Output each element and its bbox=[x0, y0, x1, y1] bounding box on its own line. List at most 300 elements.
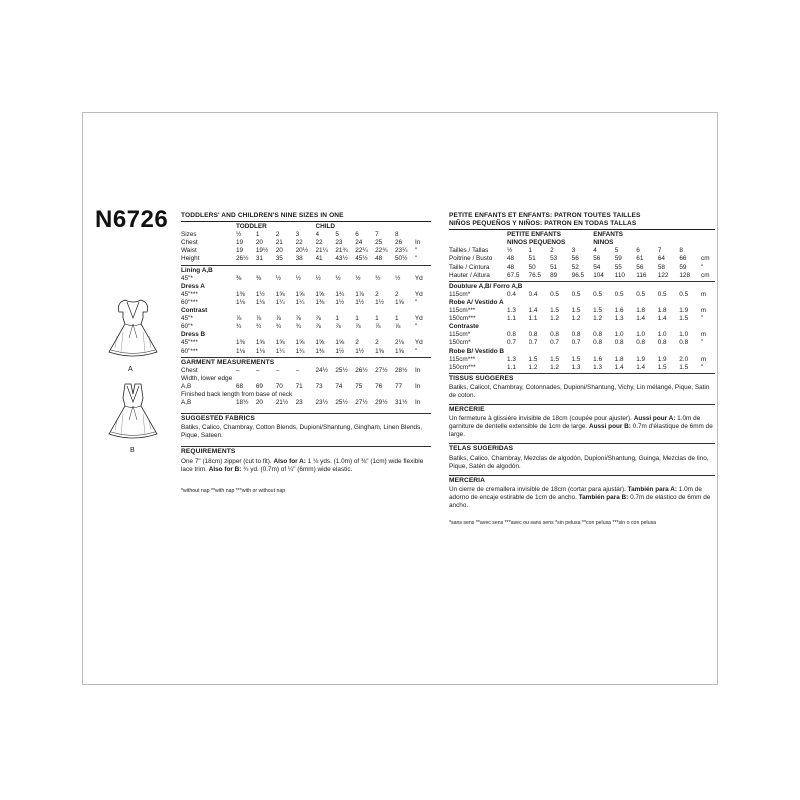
table-cell: 1½ bbox=[335, 347, 345, 355]
table-row bbox=[181, 239, 431, 247]
table-cell: 0.7 bbox=[550, 339, 559, 347]
table-row bbox=[181, 255, 431, 263]
table-cell: 48 bbox=[375, 255, 383, 263]
table-cell: 1.8 bbox=[614, 355, 624, 363]
fr-es-footnote: *sans sens **avec sens ***avec ou sans sens *sin pelusa **con pelusa ***sin o con pelusa bbox=[449, 520, 657, 527]
table-cell: " bbox=[415, 255, 418, 263]
table-cell: 1.9 bbox=[679, 307, 689, 315]
table-cell: 1.5 bbox=[593, 307, 603, 315]
table-cell: 24½ bbox=[315, 366, 328, 374]
row-label: Hauter / Altura bbox=[449, 271, 490, 279]
table-row bbox=[449, 247, 715, 255]
table-cell: 0.8 bbox=[636, 339, 646, 347]
table-cell: 56 bbox=[571, 255, 579, 263]
table-row bbox=[181, 291, 431, 299]
table-cell: 24 bbox=[355, 239, 363, 247]
row-label: 45"* bbox=[181, 274, 193, 282]
row-label: Taille / Cintura bbox=[449, 263, 490, 271]
row-label: 150cm*** bbox=[449, 363, 476, 371]
table-cell: 70 bbox=[275, 382, 283, 390]
fabric-section-heading: Lining A,B bbox=[181, 266, 213, 274]
row-label: Height bbox=[181, 255, 200, 263]
table-cell: Yd bbox=[414, 315, 423, 323]
fabric-section-heading: Dress B bbox=[181, 331, 206, 339]
table-cell: 7 bbox=[375, 231, 379, 239]
row-label: Poitrine / Busto bbox=[449, 255, 493, 263]
requirements-text: One 7" (18cm) zipper (cut to fit). Also for A: 1 ⅛ yds. (1.0m) of ⅜" (1cm) wide flexible lace trim. Also for B: ¾ yd. (0.7m) of ¼" (6mm) wide elastic. bbox=[181, 457, 424, 473]
divider bbox=[181, 413, 431, 414]
mercerie-text: Un fermeture à glissière invisible de 18cm (coupée pour ajuster). Aussi pour A: 1.0m de garniture de dentelle extensible de 1cm de large. Aussi pour B: 0.7m d'élastique de 6mm de large. bbox=[449, 415, 713, 439]
table-cell: 1.5 bbox=[679, 315, 689, 323]
table-row bbox=[449, 339, 715, 347]
table-cell: 0.4 bbox=[507, 290, 516, 298]
table-cell: 1.3 bbox=[571, 363, 581, 371]
table-cell: 26½ bbox=[236, 255, 249, 263]
table-row bbox=[181, 299, 431, 307]
requirements-heading: REQUIREMENTS bbox=[181, 448, 236, 456]
garment-measurements-table bbox=[181, 367, 431, 407]
english-title: TODDLERS' AND CHILDREN'S NINE SIZES IN ONE bbox=[181, 212, 344, 219]
table-row bbox=[181, 339, 431, 347]
table-row bbox=[181, 383, 431, 391]
table-cell: 0.8 bbox=[679, 339, 689, 347]
table-cell: 1 bbox=[335, 315, 339, 323]
table-cell: 0.5 bbox=[636, 290, 646, 298]
row-label: Sizes bbox=[181, 231, 197, 239]
table-cell: 75 bbox=[355, 382, 363, 390]
table-cell: 76.5 bbox=[528, 271, 541, 279]
table-cell: 20 bbox=[255, 399, 263, 407]
table-cell: 0.5 bbox=[614, 290, 624, 298]
table-cell: 1.6 bbox=[593, 355, 603, 363]
table-cell: 1.4 bbox=[657, 315, 667, 323]
section-heading-row bbox=[181, 331, 431, 339]
table-cell: ⅞ bbox=[315, 315, 321, 323]
suggested-fabrics-heading: SUGGESTED FABRICS bbox=[181, 415, 255, 423]
table-cell: 45½ bbox=[355, 255, 368, 263]
table-cell: 1½ bbox=[355, 298, 365, 306]
table-cell: 2 bbox=[395, 290, 399, 298]
table-cell: 0.5 bbox=[593, 290, 603, 298]
table-cell: 1⅝ bbox=[255, 339, 265, 347]
table-cell: 1⅜ bbox=[315, 347, 325, 355]
table-cell: 1½ bbox=[255, 290, 265, 298]
group-petite-enfants: PETITE ENFANTS bbox=[507, 231, 561, 239]
english-footnote: *without nap **with nap ***with or without nap bbox=[181, 487, 286, 494]
table-row bbox=[449, 307, 715, 315]
table-cell: 19 bbox=[236, 247, 244, 255]
table-cell: 0.8 bbox=[593, 331, 603, 339]
table-cell: ⅞ bbox=[295, 315, 301, 323]
table-cell: 1 bbox=[528, 247, 533, 255]
table-cell: 0.8 bbox=[550, 331, 559, 339]
table-cell: 1⅛ bbox=[236, 347, 245, 355]
table-cell: 2 bbox=[375, 290, 379, 298]
table-cell: 23½ bbox=[315, 399, 328, 407]
table-cell: 6 bbox=[355, 231, 359, 239]
table-cell: 29½ bbox=[375, 399, 388, 407]
table-cell: ⅞ bbox=[355, 323, 361, 331]
table-cell: 1.3 bbox=[507, 355, 516, 363]
group-child: CHILD bbox=[315, 223, 336, 231]
table-cell: 8 bbox=[395, 231, 399, 239]
row-label: Waist bbox=[181, 247, 197, 255]
table-cell: – bbox=[295, 366, 300, 374]
fabric-section-heading: Doublure A,B/ Forro A,B bbox=[449, 282, 523, 290]
table-cell: m bbox=[700, 331, 707, 339]
divider bbox=[181, 357, 431, 358]
table-row bbox=[181, 275, 431, 283]
row-label: Tailles / Tallas bbox=[449, 247, 489, 255]
table-cell: 4 bbox=[315, 231, 320, 239]
row-label: 60"*** bbox=[181, 298, 198, 306]
table-cell: ⅞ bbox=[255, 315, 262, 323]
table-cell: 74 bbox=[335, 382, 343, 390]
group-ninos: NIÑOS bbox=[593, 239, 614, 247]
table-cell: 1.1 bbox=[507, 315, 516, 323]
table-cell: cm bbox=[701, 255, 710, 263]
table-cell bbox=[701, 247, 715, 255]
table-cell: 1⅜ bbox=[236, 339, 245, 347]
table-cell: In bbox=[415, 239, 421, 247]
table-cell: 1 bbox=[375, 315, 379, 323]
table-cell: 21½ bbox=[275, 399, 289, 407]
section-heading-row bbox=[181, 283, 431, 291]
table-cell: 1⅝ bbox=[275, 339, 285, 347]
table-cell: 0.4 bbox=[528, 290, 538, 298]
table-cell: " bbox=[414, 323, 418, 331]
english-fabric-table bbox=[181, 267, 431, 356]
table-cell: 0.8 bbox=[507, 331, 516, 339]
table-cell: ⅞ bbox=[275, 315, 282, 323]
table-row bbox=[181, 315, 431, 323]
table-cell: 0.7 bbox=[507, 339, 516, 347]
table-cell: ⅞ bbox=[395, 323, 401, 331]
table-cell: 0.8 bbox=[593, 339, 603, 347]
table-row bbox=[181, 367, 431, 375]
table-cell: ½ bbox=[275, 274, 282, 282]
table-row bbox=[449, 331, 715, 339]
table-cell: 4 bbox=[593, 247, 597, 255]
table-cell: 26½ bbox=[355, 366, 368, 374]
table-cell: 23 bbox=[335, 239, 343, 247]
mercerie-heading: MERCERIE bbox=[449, 406, 485, 414]
divider bbox=[449, 443, 715, 444]
table-cell: 31 bbox=[255, 255, 263, 263]
table-cell: 1⅞ bbox=[355, 290, 365, 298]
row-label: 60"*** bbox=[181, 347, 198, 355]
group-ninos-pequenos: NIÑOS PEQUEÑOS bbox=[507, 239, 566, 247]
fr-es-fabric-table bbox=[449, 283, 715, 372]
table-cell: 1.0 bbox=[657, 331, 667, 339]
table-cell: 54 bbox=[593, 263, 601, 271]
table-cell: 1.5 bbox=[550, 307, 559, 315]
table-cell: 2⅛ bbox=[395, 339, 404, 347]
table-cell: 122 bbox=[657, 271, 669, 279]
row-label: Chest bbox=[181, 239, 198, 247]
table-row bbox=[181, 375, 431, 383]
table-cell: – bbox=[236, 366, 240, 374]
table-cell: 31½ bbox=[395, 399, 408, 407]
table-cell: 22 bbox=[295, 239, 303, 247]
table-cell: 116 bbox=[636, 271, 647, 279]
telas-text: Batiks, Calico, Chambray, Mezclas de algodón, Dupioni/Shantung, Guinga, Mezclas de lino, Pique, Satén de algodón. bbox=[449, 454, 709, 470]
table-cell: 1.9 bbox=[657, 355, 667, 363]
table-cell: 1.0 bbox=[679, 331, 689, 339]
table-cell: 1.9 bbox=[636, 355, 646, 363]
table-cell: 27½ bbox=[375, 366, 388, 374]
table-cell: " bbox=[414, 298, 418, 306]
table-cell: 2 bbox=[355, 339, 359, 347]
table-cell: 1⅝ bbox=[295, 339, 305, 347]
table-cell: 2 bbox=[275, 231, 280, 239]
table-cell: 1.3 bbox=[507, 307, 516, 315]
table-cell: 21 bbox=[275, 239, 283, 247]
table-cell: 25 bbox=[375, 239, 383, 247]
table-cell: 1½ bbox=[355, 347, 365, 355]
table-row bbox=[449, 264, 715, 272]
table-cell: 50 bbox=[528, 263, 536, 271]
table-row bbox=[449, 356, 715, 364]
dress-a-sketch-icon bbox=[103, 296, 163, 364]
table-cell: 18½ bbox=[236, 399, 249, 407]
table-cell: 20 bbox=[255, 239, 263, 247]
table-cell: 1⅜ bbox=[315, 298, 325, 306]
table-cell: " bbox=[414, 347, 418, 355]
table-row bbox=[181, 247, 431, 255]
table-cell: ½ bbox=[295, 274, 301, 282]
fabric-section-heading: Dress A bbox=[181, 282, 205, 290]
table-cell: 110 bbox=[614, 271, 625, 279]
table-cell: 1.1 bbox=[507, 363, 516, 371]
table-cell: 1.5 bbox=[571, 307, 581, 315]
table-cell: m bbox=[700, 307, 707, 315]
row-label: 115cm*** bbox=[449, 307, 476, 315]
table-cell: 1.8 bbox=[636, 307, 646, 315]
table-cell: Yd bbox=[414, 290, 423, 298]
table-cell: 1⅝ bbox=[315, 290, 325, 298]
table-row bbox=[449, 291, 715, 299]
spanish-title: NIÑOS PEQUEÑOS Y NIÑOS: PATRON EN TODAS TALLAS bbox=[449, 220, 637, 228]
row-label: 45"*** bbox=[181, 290, 198, 298]
table-cell: 1.5 bbox=[679, 363, 689, 371]
table-cell: 56 bbox=[593, 255, 601, 263]
table-cell: 1.2 bbox=[571, 315, 581, 323]
table-cell: 28½ bbox=[395, 366, 408, 374]
table-cell: ⅞ bbox=[236, 315, 242, 323]
view-a-label: A bbox=[128, 366, 133, 373]
table-cell: 0.5 bbox=[571, 290, 581, 298]
view-b-label: B bbox=[130, 447, 135, 454]
table-cell: 0.8 bbox=[528, 331, 538, 339]
table-cell: " bbox=[700, 363, 704, 371]
table-cell: In bbox=[415, 366, 421, 374]
table-cell: ½ bbox=[355, 274, 361, 282]
table-cell: 52 bbox=[571, 263, 579, 271]
tissus-heading: TISSUS SUGGERES bbox=[449, 374, 514, 382]
table-cell: 1⅝ bbox=[315, 339, 325, 347]
row-label: 60"* bbox=[181, 323, 193, 331]
table-cell: 1.2 bbox=[550, 315, 559, 323]
table-cell: 41 bbox=[315, 255, 323, 263]
table-cell: 7 bbox=[657, 247, 662, 255]
fr-es-body-table bbox=[449, 231, 715, 280]
table-cell: 1¼ bbox=[275, 298, 285, 306]
table-cell: 2 bbox=[375, 339, 379, 347]
table-cell: 21¾ bbox=[335, 247, 348, 255]
table-cell: ½ bbox=[315, 274, 321, 282]
english-body-table bbox=[181, 223, 431, 263]
table-cell: 1 bbox=[395, 315, 399, 323]
table-cell: 48 bbox=[507, 255, 515, 263]
divider bbox=[449, 475, 715, 476]
table-row bbox=[181, 391, 431, 399]
table-cell: " bbox=[701, 263, 704, 271]
table-cell: 73 bbox=[315, 382, 323, 390]
table-cell: 38 bbox=[295, 255, 303, 263]
merceria-heading: MERCERIA bbox=[449, 476, 485, 484]
table-cell: 1.2 bbox=[550, 363, 559, 371]
french-spanish-column bbox=[449, 212, 715, 527]
table-cell: – bbox=[275, 366, 280, 374]
table-cell: 0.5 bbox=[657, 290, 667, 298]
dress-b-sketch-icon bbox=[105, 380, 161, 446]
table-cell: 1¼ bbox=[275, 347, 285, 355]
table-cell: 19½ bbox=[255, 247, 269, 255]
section-heading-row bbox=[449, 323, 715, 331]
tissus-text: Batiks, Calicot, Chambray, Cotonnades, Dupioni/Shantung, Vichy, Lin mélangé, Pique, Satin de coton. bbox=[449, 383, 710, 399]
table-cell: 104 bbox=[593, 271, 604, 279]
table-cell: 22 bbox=[315, 239, 323, 247]
table-row bbox=[449, 315, 715, 323]
table-cell: 19 bbox=[236, 239, 244, 247]
divider bbox=[181, 446, 431, 447]
table-cell: 1.0 bbox=[636, 331, 646, 339]
merceria-text: Un cierre de cremallera invisible de 18cm (cortar para ajustar). También para A: 1.0m de adorno de encaje estirable de 1cm de ancho. También para B: 0.7m de elástico de 6mm de ancho. bbox=[449, 485, 711, 509]
divider bbox=[181, 221, 431, 222]
table-cell: Yd bbox=[414, 339, 423, 347]
telas-heading: TELAS SUGERIDAS bbox=[449, 445, 514, 453]
table-cell: 1.5 bbox=[571, 355, 581, 363]
table-row bbox=[181, 348, 431, 356]
row-label: A,B bbox=[181, 382, 192, 390]
english-column bbox=[181, 212, 431, 495]
table-cell: 69 bbox=[255, 382, 263, 390]
section-heading-row bbox=[449, 283, 715, 291]
table-cell: 1 bbox=[355, 315, 359, 323]
table-cell: 1⅝ bbox=[375, 347, 385, 355]
table-row bbox=[449, 255, 715, 263]
row-label: 45"*** bbox=[181, 339, 198, 347]
table-cell: 64 bbox=[657, 255, 665, 263]
divider bbox=[449, 373, 715, 374]
pattern-number: N6726 bbox=[95, 206, 169, 233]
table-cell: 20½ bbox=[295, 247, 309, 255]
table-cell: Yd bbox=[414, 274, 423, 282]
group-toddler: TODDLER bbox=[236, 223, 267, 231]
table-cell: 1.3 bbox=[593, 363, 603, 371]
table-cell: 59 bbox=[679, 263, 687, 271]
row-label: Finished back length from base of neck bbox=[181, 390, 293, 398]
table-cell: 0.8 bbox=[657, 339, 667, 347]
table-cell: 51 bbox=[528, 255, 536, 263]
table-cell: 77 bbox=[395, 382, 403, 390]
table-cell: 61 bbox=[636, 255, 644, 263]
section-heading-row bbox=[449, 348, 715, 356]
table-cell: 25½ bbox=[335, 399, 348, 407]
row-label: Width, lower edge bbox=[181, 374, 233, 382]
table-cell: ¾ bbox=[255, 323, 262, 331]
table-cell: " bbox=[415, 247, 418, 255]
table-cell: 1.2 bbox=[528, 363, 538, 371]
table-cell: 0.5 bbox=[550, 290, 559, 298]
row-label: 45"* bbox=[181, 315, 193, 323]
table-cell: m bbox=[700, 290, 707, 298]
table-cell: 1⅝ bbox=[295, 290, 305, 298]
divider bbox=[181, 265, 431, 266]
table-cell: 21¼ bbox=[315, 247, 328, 255]
table-cell: ⅞ bbox=[335, 323, 341, 331]
table-cell: 22¾ bbox=[375, 247, 388, 255]
suggested-fabrics-text: Batiks, Calico, Chambray, Cotton Blends, Dupioni/Shantung, Gingham, Linen Blends, Pique, Sateen. bbox=[181, 424, 423, 440]
table-cell: 1 bbox=[255, 231, 260, 239]
table-cell: – bbox=[255, 366, 260, 374]
table-cell: 1.5 bbox=[550, 355, 559, 363]
table-cell: 1.4 bbox=[528, 307, 538, 315]
table-cell: 76 bbox=[375, 382, 383, 390]
table-cell: 48 bbox=[507, 263, 515, 271]
table-cell: 1¼ bbox=[295, 347, 305, 355]
table-cell: 6 bbox=[636, 247, 640, 255]
table-cell: " bbox=[700, 339, 704, 347]
table-cell: 67.5 bbox=[507, 271, 520, 279]
table-cell: 0.7 bbox=[571, 339, 581, 347]
section-heading-row bbox=[181, 267, 431, 275]
table-cell: 1¼ bbox=[295, 298, 305, 306]
table-cell: ½ bbox=[375, 274, 381, 282]
table-cell: ⅜ bbox=[255, 274, 262, 282]
table-cell: 96.5 bbox=[571, 271, 585, 279]
fabric-section-heading: Contrast bbox=[181, 307, 208, 315]
divider bbox=[449, 404, 715, 405]
row-label: 150cm* bbox=[449, 339, 471, 347]
table-cell: 1¾ bbox=[335, 290, 345, 298]
table-cell: 68 bbox=[236, 382, 244, 390]
table-cell: ¾ bbox=[275, 323, 282, 331]
section-heading-row bbox=[449, 299, 715, 307]
table-cell: 1.0 bbox=[614, 331, 624, 339]
table-cell: ½ bbox=[507, 247, 513, 255]
table-cell: 23¼ bbox=[395, 247, 408, 255]
table-cell: 26 bbox=[395, 239, 403, 247]
table-cell: 1⅜ bbox=[236, 290, 245, 298]
table-cell: m bbox=[700, 355, 707, 363]
table-cell: 1.2 bbox=[593, 315, 603, 323]
table-cell: cm bbox=[701, 271, 710, 279]
table-cell: 35 bbox=[275, 255, 283, 263]
table-cell: 2 bbox=[550, 247, 554, 255]
french-title: PETITE ENFANTS ET ENFANTS: PATRON TOUTES TAILLES bbox=[449, 212, 641, 219]
table-cell: 1⅛ bbox=[255, 347, 265, 355]
table-cell: 0.8 bbox=[571, 331, 581, 339]
fabric-section-heading: Robe A/ Vestido A bbox=[449, 298, 504, 306]
table-row bbox=[181, 399, 431, 407]
table-cell: 3 bbox=[295, 231, 300, 239]
row-label: 150cm*** bbox=[449, 315, 476, 323]
divider bbox=[449, 229, 715, 230]
table-cell: 55 bbox=[614, 263, 622, 271]
table-cell: 1.4 bbox=[636, 363, 646, 371]
